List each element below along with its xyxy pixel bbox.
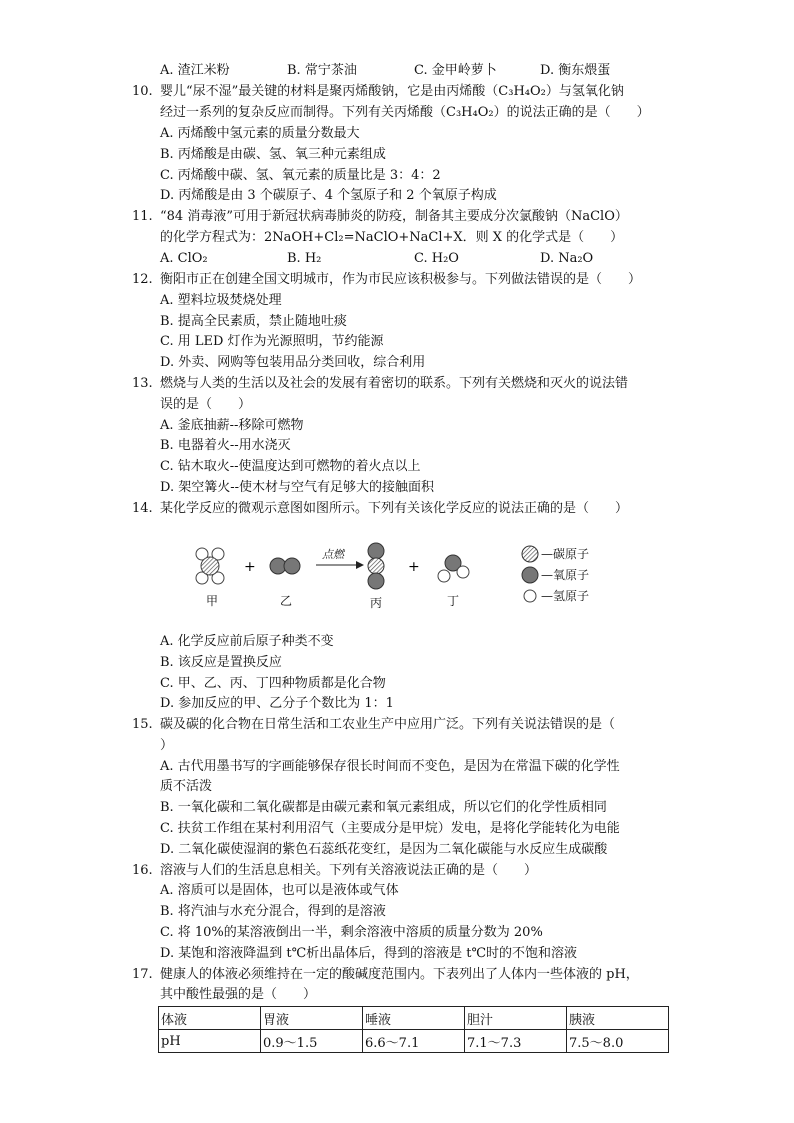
q15-option-c: C. 扶贫工作组在某村利用沼气（主要成分是甲烷）发电，是将化学能转化为电能: [160, 821, 620, 836]
q9-option-a: A. 渣江米粉: [160, 63, 230, 78]
q14-option-a: A. 化学反应前后原子种类不变: [160, 634, 334, 649]
q15-stem-line1: 碳及碳的化合物在日常生活和工农业生产中应用广泛。下列有关说法错误的是（: [160, 717, 616, 732]
plus-sign-1: +: [244, 559, 256, 575]
q16-option-a: A. 溶质可以是固体，也可以是液体或气体: [160, 883, 399, 898]
legend-carbon-symbol: [522, 546, 538, 562]
q10-option-c: C. 丙烯酸中碳、氢、氧元素的质量比是 3：4：2: [160, 168, 441, 183]
q17-stem-line1: 健康人的体液必须维持在一定的酸碱度范围内。下表列出了人体内一些体液的 pH，: [160, 967, 639, 982]
q15-option-b: B. 一氧化碳和二氧化碳都是由碳元素和氧元素组成，所以它们的化学性质相同: [160, 800, 607, 815]
q11-option-c: C. H₂O: [414, 251, 459, 266]
molecule-jia: [196, 548, 224, 584]
q12-number: 12.: [132, 272, 153, 287]
q11-option-d: D. Na₂O: [540, 251, 594, 266]
q10-number: 10.: [132, 84, 153, 99]
q17-stem-line2: 其中酸性最强的是（ ）: [160, 987, 317, 1002]
q13-option-b: B. 电器着火--用水浇灭: [160, 438, 291, 453]
q9-option-d: D. 衡东煨蛋: [540, 63, 611, 78]
legend-oxygen-symbol: [522, 567, 538, 583]
q12-stem-line1: 衡阳市正在创建全国文明城市，作为市民应该积极参与。下列做法错误的是（ ）: [160, 272, 642, 287]
q16-option-c: C. 将 10%的某溶液倒出一半，剩余溶液中溶质的质量分数为 20%: [160, 925, 543, 940]
q15-option-a-line2: 质不活泼: [160, 779, 213, 794]
table-cell: 0.9～1.5: [261, 1030, 363, 1053]
table-row: [159, 1030, 669, 1053]
table-cell: 胆汁: [465, 1007, 567, 1030]
q11-number: 11.: [132, 209, 153, 224]
molecule-bing: [368, 543, 384, 589]
legend-carbon-label: —碳原子: [541, 547, 590, 561]
q14-option-b: B. 该反应是置换反应: [160, 655, 282, 670]
q15-stem-line2: ）: [160, 738, 174, 753]
q15-option-d: D. 二氧化碳使湿润的紫色石蕊纸花变红，是因为二氧化碳能与水反应生成碳酸: [160, 842, 608, 857]
table-cell: 胃液: [261, 1007, 363, 1030]
q17-number: 17.: [132, 967, 153, 982]
legend-hydrogen-symbol: [524, 590, 536, 602]
q12-option-b: B. 提高全民素质，禁止随地吐痰: [160, 314, 347, 329]
q13-option-d: D. 架空篝火--使木材与空气有足够大的接触面积: [160, 480, 435, 495]
q13-option-a: A. 釜底抽薪--移除可燃物: [160, 418, 304, 433]
table-header-row: [159, 1007, 669, 1030]
q16-option-d: D. 某饱和溶液降温到 t℃析出晶体后，得到的溶液是 t℃时的不饱和溶液: [160, 946, 578, 961]
q15-option-a-line1: A. 古代用墨书写的字画能够保存很长时间而不变色，是因为在常温下碳的化学性: [160, 759, 620, 774]
molecule-yi: [270, 558, 300, 574]
q10-option-b: B. 丙烯酸是由碳、氢、氧三种元素组成: [160, 147, 386, 162]
q11-stem-line2: 的化学方程式为：2NaOH+Cl₂=NaClO+NaCl+X．则 X 的化学式是（ ）: [160, 230, 624, 245]
q14-option-d: D. 参加反应的甲、乙分子个数比为 1：1: [160, 696, 394, 711]
reaction-arrow: [316, 561, 364, 569]
q10-stem-line1: 婴儿“尿不湿”最关键的材料是聚丙烯酸钠，它是由丙烯酸（C₃H₄O₂）与氢氧化钠: [160, 84, 624, 99]
q11-option-a: A. ClO₂: [160, 251, 208, 266]
table-cell: 6.6～7.1: [363, 1030, 465, 1053]
plus-sign-2: +: [408, 559, 420, 575]
q10-option-d: D. 丙烯酸是由 3 个碳原子、4 个氢原子和 2 个氧原子构成: [160, 188, 497, 203]
legend-hydrogen-label: —氢原子: [541, 589, 590, 603]
q16-number: 16.: [132, 863, 153, 878]
legend-oxygen-label: —氧原子: [541, 568, 590, 582]
q9-option-c: C. 金甲岭萝卜: [414, 63, 497, 78]
q11-option-b: B. H₂: [287, 251, 322, 266]
label-ding: 丁: [447, 594, 460, 608]
q13-stem-line2: 误的是（ ）: [160, 397, 252, 412]
q14-stem-line1: 某化学反应的微观示意图如图所示。下列有关该化学反应的说法正确的是（ ）: [160, 501, 629, 516]
table-cell: 7.1～7.3: [465, 1030, 567, 1053]
arrow-condition-label: 点燃: [322, 548, 344, 561]
q14-number: 14.: [132, 501, 153, 516]
table-cell: 胰液: [567, 1007, 669, 1030]
q14-option-c: C. 甲、乙、丙、丁四种物质都是化合物: [160, 676, 386, 691]
label-jia: 甲: [206, 594, 219, 608]
q12-option-d: D. 外卖、网购等包装用品分类回收，综合利用: [160, 355, 426, 370]
q16-stem-line1: 溶液与人们的生活息息相关。下列有关溶液说法正确的是（ ）: [160, 863, 538, 878]
q10-option-a: A. 丙烯酸中氢元素的质量分数最大: [160, 126, 360, 141]
q13-option-c: C. 钻木取火--使温度达到可燃物的着火点以上: [160, 459, 421, 474]
table-cell: 体液: [159, 1007, 261, 1030]
label-yi: 乙: [280, 594, 293, 608]
molecule-ding: [438, 555, 469, 582]
q10-stem-line2: 经过一系列的复杂反应而制得。下列有关丙烯酸（C₃H₄O₂）的说法正确的是（ ）: [160, 105, 650, 120]
table-cell: pH: [159, 1030, 261, 1053]
q9-option-b: B. 常宁茶油: [287, 63, 357, 78]
q16-option-b: B. 将汽油与水充分混合，得到的是溶液: [160, 904, 386, 919]
label-bing: 丙: [370, 596, 383, 610]
q13-stem-line1: 燃烧与人类的生活以及社会的发展有着密切的联系。下列有关燃烧和灭火的说法错: [160, 376, 629, 391]
reaction-diagram: [180, 540, 620, 620]
q13-number: 13.: [132, 376, 153, 391]
q12-option-a: A. 塑料垃圾焚烧处理: [160, 293, 282, 308]
q12-option-c: C. 用 LED 灯作为光源照明，节约能源: [160, 334, 384, 349]
ph-table: [158, 1006, 669, 1053]
q11-stem-line1: “84 消毒液”可用于新冠状病毒肺炎的防疫，制备其主要成分次氯酸钠（NaClO）: [160, 209, 628, 224]
table-cell: 唾液: [363, 1007, 465, 1030]
q15-number: 15.: [132, 717, 153, 732]
table-cell: 7.5～8.0: [567, 1030, 669, 1053]
